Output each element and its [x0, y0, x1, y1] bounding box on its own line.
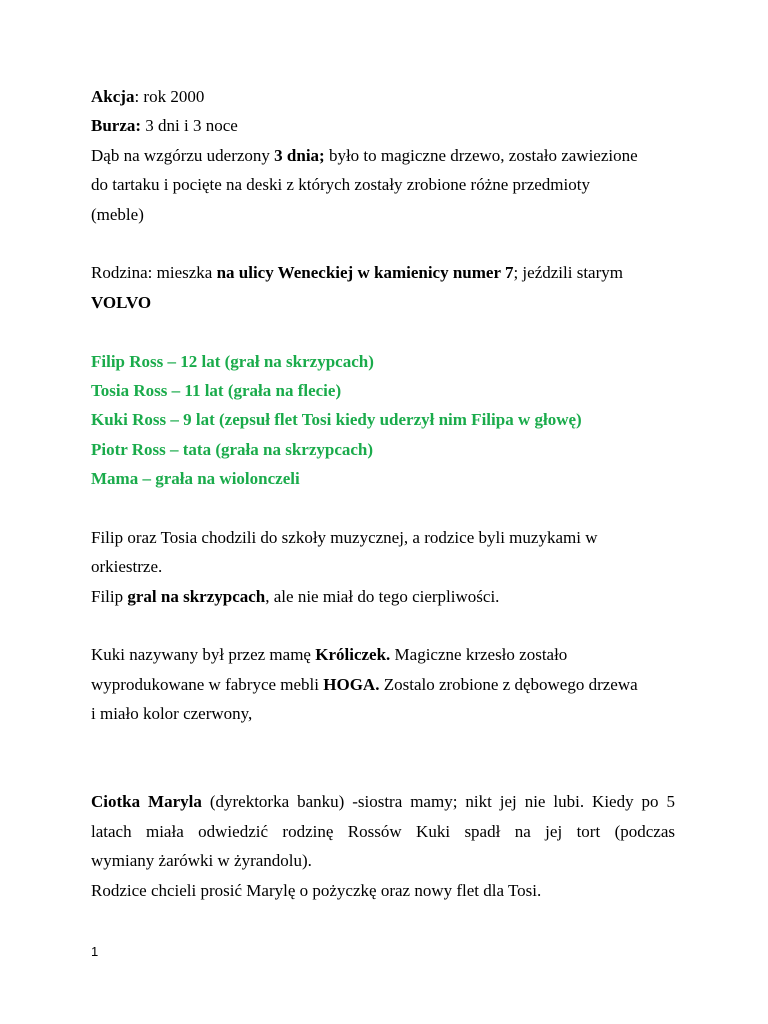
- paragraph-gap-large: [91, 729, 675, 788]
- rodzina-line: [91, 258, 675, 287]
- akcja-label: Akcja: [91, 87, 135, 106]
- character-piotr: Piotr Ross – tata (grała na skrzypcach): [91, 439, 374, 459]
- filip-line-2: orkiestrze.: [91, 557, 163, 577]
- page-number: 1: [91, 944, 99, 959]
- paragraph-gap: [91, 229, 675, 258]
- burza-line: [91, 111, 675, 140]
- kuki-line2-text-1: wyprodukowane w fabryce mebli: [91, 674, 324, 694]
- filip2-text-1: Filip: [91, 586, 128, 606]
- kuki-line-3: i miało kolor czerwony,: [91, 704, 253, 724]
- kuki-line-1: [91, 640, 675, 669]
- character-kuki: Kuki Ross – 9 lat (zepsuł flet Tosi kiedy uderzył nim Filipa w głowę): [91, 410, 582, 430]
- rodzice-line: Rodzice chcieli prosić Marylę o pożyczkę oraz nowy flet dla Tosi.: [91, 880, 542, 900]
- paragraph-gap: [91, 317, 675, 346]
- ciotka-line-3: wymiany żarówki w żyrandolu).: [91, 851, 312, 871]
- rodzina-bold: na ulicy Weneckiej w kamienicy numer 7: [216, 263, 514, 283]
- dab-text-2: było to magiczne drzewo, zostało zawiezione: [324, 145, 638, 165]
- kuki-line2-text-2: Zostalo zrobione z dębowego drzewa: [379, 674, 638, 694]
- akcja-line: [91, 82, 675, 111]
- burza-value: 3 dni i 3 noce: [141, 116, 238, 136]
- kuki-bold: Króliczek.: [315, 645, 391, 665]
- filip2-text-2: , ale nie miał do tego cierpliwości.: [265, 586, 500, 606]
- document-body: [91, 82, 675, 905]
- ciotka-bold: Ciotka Maryla: [91, 792, 202, 812]
- ciotka-text-1: (dyrektorka banku) -siostra mamy; nikt jej nie lubi. Kiedy po 5: [201, 792, 675, 812]
- paragraph-gap: [91, 493, 675, 522]
- character-mama: Mama – grała na wiolonczeli: [91, 469, 300, 489]
- rodzina-text-1: Rodzina: mieszka: [91, 263, 217, 283]
- dab-bold: 3 dnia;: [274, 145, 325, 165]
- burza-label: Burza:: [91, 116, 142, 136]
- filip-line-1: Filip oraz Tosia chodzili do szkoły muzycznej, a rodzice byli muzykami w: [91, 527, 598, 547]
- volvo-line: [91, 288, 675, 317]
- dab-text-1: Dąb na wzgórzu uderzony: [91, 145, 275, 165]
- filip2-bold: gral na skrzypcach: [127, 586, 266, 606]
- ciotka-line-2: latach miała odwiedzić rodzinę Rossów Kuki spadł na jej tort (podczas: [91, 821, 675, 841]
- akcja-value: : rok 2000: [134, 87, 205, 106]
- filip-skrzypce-line: [91, 582, 675, 611]
- dab-line-3: (meble): [91, 204, 144, 224]
- volvo-bold: VOLVO: [91, 292, 152, 312]
- kuki-line2-bold: HOGA.: [323, 674, 380, 694]
- character-tosia: Tosia Ross – 11 lat (grała na flecie): [91, 380, 342, 400]
- rodzina-text-2: ; jeździli starym: [513, 263, 623, 283]
- kuki-line-2: [91, 670, 675, 699]
- paragraph-gap: [91, 611, 675, 640]
- dab-line-2: do tartaku i pocięte na deski z których zostały zrobione różne przedmioty: [91, 175, 590, 195]
- kuki-text-2: Magiczne krzesło zostało: [390, 645, 568, 665]
- character-filip: Filip Ross – 12 lat (grał na skrzypcach): [91, 351, 374, 371]
- ciotka-line-1: [91, 787, 675, 816]
- dab-line-1: [91, 141, 675, 170]
- kuki-text-1: Kuki nazywany był przez mamę: [91, 645, 316, 665]
